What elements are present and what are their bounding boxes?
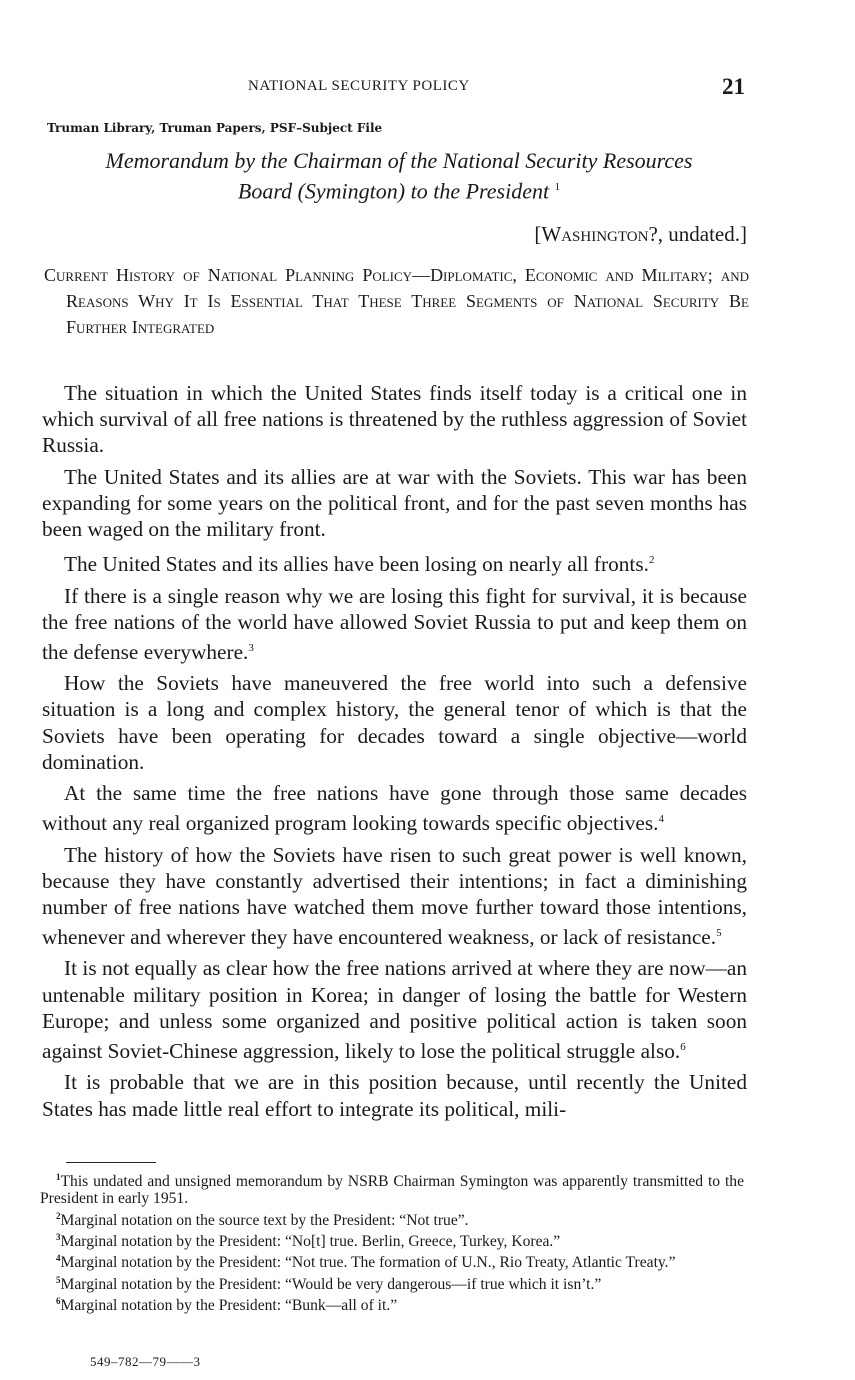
document-title-line-2 [44,174,754,204]
footnote-text: Marginal notation by the President: “Bunk—all of it.” [60,1297,398,1315]
body-paragraph [42,380,747,459]
footnote-ref: 2 [648,554,655,567]
body-paragraph [42,670,747,775]
footnote [40,1272,744,1293]
paragraph-text: The situation in which the United States finds itself today is a critical one in which survival of all free nations is threatened by the ruthless aggression of Soviet Russia. [42,381,747,458]
footnote-divider [66,1162,156,1163]
footnote-number: 5 [56,1274,61,1285]
document-title-line-2-text: Board (Symington) to the President [237,178,550,204]
body-paragraph [42,955,747,1064]
place-name: Washington [541,222,649,246]
footnote-ref: 5 [716,927,722,940]
running-title: NATIONAL SECURITY POLICY [248,78,470,94]
paragraph-text: The United States and its allies are at war with the Soviets. This war has been expanding for some years on the political front, and for the past seven months has been waged on the military front. [42,464,747,542]
memo-body [42,380,747,1127]
footnote-ref: 3 [248,641,254,654]
document-title-line-1: Memorandum by the Chairman of the National Security Resources [105,148,693,173]
footnote-text: Marginal notation by the President: “Not true. The formation of U.N., Rio Treaty, Atlantic Treaty.” [60,1254,676,1272]
footnote [40,1229,744,1250]
footnote [40,1208,744,1229]
source-note: Truman Library, Truman Papers, PSF–Subject File [47,121,383,135]
footnote-number: 3 [56,1231,61,1242]
footnote-ref: 4 [658,813,664,826]
footnote-number: 4 [56,1253,61,1264]
paragraph-text: It is not equally as clear how the free nations arrived at where they are now—an untenable military position in Korea; in danger of losing the battle for Western Europe; and unless some organized and positive political action is taken soon against Soviet-Chinese aggression, likely to lose the political struggle also. [42,956,747,1064]
document-title [44,148,754,204]
paragraph-text: If there is a single reason why we are losing this fight for survival, it is because the free nations of the world have allowed Soviet Russia to put and keep them on the defense everywhere. [42,583,747,665]
paragraph-text: The United States and its allies have been losing on nearly all fronts. [64,552,649,577]
print-code: 549–782—79——3 [90,1354,201,1369]
footnote [40,1293,744,1314]
body-paragraph [42,842,747,951]
footnote-number: 1 [56,1172,61,1182]
footnote-text: This undated and unsigned memorandum by NSRB Chairman Symington was apparently transmitted to the President in early 1951. [40,1173,744,1208]
paragraph-text: The history of how the Soviets have risen to such great power is well known, because they have constantly advertised their intentions; in fact a diminishing number of free nations have watched them move further toward those intentions, whenever and wherever they have encountered weakness, or lack of resistance. [42,842,747,950]
footnote [40,1169,744,1208]
footnote-number: 6 [56,1296,61,1307]
footnote-text: Marginal notation by the President: “No[t] true. Berlin, Greece, Turkey, Korea.” [60,1233,561,1251]
body-paragraph [42,1069,747,1121]
title-footnote-ref: 1 [554,181,561,193]
footnote-number: 2 [56,1210,61,1221]
running-head [0,74,855,104]
footnote-text: Marginal notation by the President: “Would be very dangerous—if true which it isn’t.” [60,1275,602,1293]
paragraph-text: At the same time the free nations have gone through those same decades without any real organized program looking towards specific objectives. [42,781,747,836]
place-date [534,222,747,247]
body-paragraph [42,780,747,837]
body-paragraph [42,547,747,577]
section-heading-text: Current History of National Planning Policy—Diplomatic, Economic and Military; and Reasons Why It Is Essential That These Three Segments of National Security Be Further Integrated [44,265,749,337]
footnote-text: Marginal notation on the source text by the President: “Not true”. [60,1211,469,1229]
page-number: 21 [722,74,745,99]
paragraph-text: How the Soviets have maneuvered the free world into such a defensive situation is a long and complex history, the general tenor of which is that the Soviets have been operating for decades toward a single objective—world domination. [42,671,747,774]
footnote-ref: 6 [680,1041,686,1054]
body-paragraph [42,464,747,543]
body-paragraph [42,583,747,666]
footnote [40,1250,744,1271]
footnotes [40,1169,744,1315]
section-heading [44,262,749,340]
place-date-rest: ?, undated.] [648,222,747,246]
place-date-bracket: [ [534,222,542,246]
paragraph-text: It is probable that we are in this position because, until recently the United States has made little real effort to integrate its political, mili- [42,1070,747,1121]
